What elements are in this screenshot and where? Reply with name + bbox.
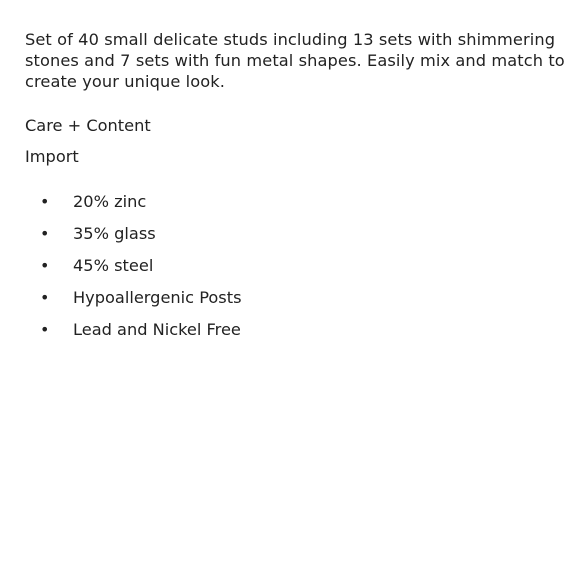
list-item-label: Hypoallergenic Posts [73,288,242,307]
list-item-label: 35% glass [73,224,156,243]
product-description: Set of 40 small delicate studs including 13 sets with shimmering stones and 7 sets with fun metal shapes. Easily mix and match to create your unique look. [25,30,565,91]
list-item-label: 45% steel [73,256,154,275]
bullet-icon: • [40,192,50,211]
list-item [25,282,565,314]
list-item [25,314,565,346]
list-item-label: 20% zinc [73,192,147,211]
materials-list [25,186,565,346]
list-item [25,250,565,282]
care-content-heading: Care + Content [25,116,151,135]
origin-text: Import [25,147,79,166]
bullet-icon: • [40,320,50,339]
product-details [25,29,565,346]
list-item [25,218,565,250]
list-item-label: Lead and Nickel Free [73,320,241,339]
list-item [25,186,565,218]
bullet-icon: • [40,288,50,307]
bullet-icon: • [40,256,50,275]
bullet-icon: • [40,224,50,243]
